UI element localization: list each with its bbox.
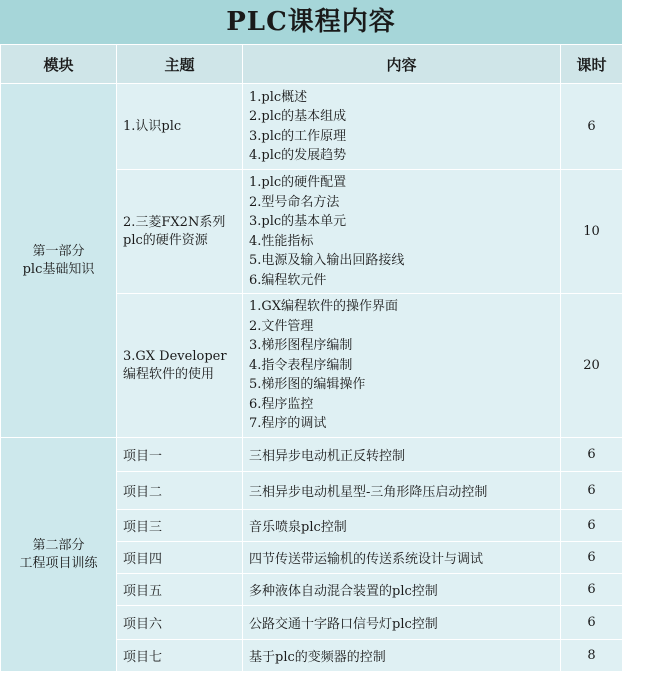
content-cell [243,84,561,170]
module-label-line1: 第一部分 [32,243,85,259]
content-cell [243,170,561,294]
content-item: 5.电源及输入输出回路接线 [249,253,405,268]
content-item: 3.plc的基本单元 [249,214,347,229]
content-item: 3.plc的工作原理 [249,128,347,144]
hours-cell: 20 [561,294,623,438]
module-label-line2: 工程项目训练 [19,555,98,571]
hours-cell: 6 [561,438,623,472]
hours-cell: 8 [561,640,623,672]
content-item: 2.文件管理 [249,318,314,334]
content-item: 3.梯形图程序编制 [249,338,353,354]
topic-cell: 项目四 [117,542,243,574]
content-item: 4.plc的发展趋势 [249,148,347,163]
content-cell [243,294,561,438]
content-item: 5.梯形图的编辑操作 [249,377,366,393]
content-item: 2.型号命名方法 [249,194,340,210]
header-hours: 课时 [561,45,623,84]
hours-cell: 6 [561,510,623,542]
topic-cell: 项目五 [117,574,243,606]
hours-cell: 6 [561,84,623,170]
content-cell: 三相异步电动机星型-三角形降压启动控制 [243,472,561,510]
content-item: 7.程序的调试 [249,416,327,432]
content-item: 1.plc的硬件配置 [249,175,347,190]
content-item: 4.性能指标 [249,233,314,249]
hours-cell: 6 [561,472,623,510]
topic-cell: 项目一 [117,438,243,472]
header-content: 内容 [243,45,561,84]
content-item: 6.程序监控 [249,396,314,412]
content-item: 1.plc概述 [249,89,308,105]
hours-cell: 10 [561,170,623,294]
content-cell: 公路交通十字路口信号灯plc控制 [243,606,561,640]
content-cell: 四节传送带运输机的传送系统设计与调试 [243,542,561,574]
topic-line: 2.三菱FX2N系列 [123,214,226,230]
topic-cell [117,294,243,438]
hours-cell: 6 [561,574,623,606]
content-cell: 三相异步电动机正反转控制 [243,438,561,472]
topic-line: 编程软件的使用 [123,366,215,382]
topic-cell: 项目三 [117,510,243,542]
content-item: 4.指令表程序编制 [249,357,353,373]
content-cell: 基于plc的变频器的控制 [243,640,561,672]
topic-cell [117,84,243,170]
table-row [1,438,623,472]
page-title: PLC课程内容 [0,0,622,44]
topic-cell: 项目六 [117,606,243,640]
topic-line: 1.认识plc [123,118,182,134]
topic-cell: 项目二 [117,472,243,510]
table-header-row [1,45,623,84]
content-item: 6.编程软元件 [249,272,327,288]
header-topic: 主题 [117,45,243,84]
topic-cell: 项目七 [117,640,243,672]
module-part2 [1,438,117,672]
topic-cell [117,170,243,294]
table-row [1,84,623,170]
content-item: 2.plc的基本组成 [249,109,347,124]
topic-line: plc的硬件资源 [123,232,208,248]
content-cell: 多种液体自动混合装置的plc控制 [243,574,561,606]
course-table [0,44,623,672]
hours-cell: 6 [561,542,623,574]
content-cell: 音乐喷泉plc控制 [243,510,561,542]
module-label-line1: 第二部分 [32,537,85,553]
hours-cell: 6 [561,606,623,640]
topic-line: 3.GX Developer [123,348,227,364]
module-part1 [1,84,117,438]
content-item: 1.GX编程软件的操作界面 [249,299,399,315]
header-module: 模块 [1,45,117,84]
module-label-line2: plc基础知识 [22,261,95,277]
